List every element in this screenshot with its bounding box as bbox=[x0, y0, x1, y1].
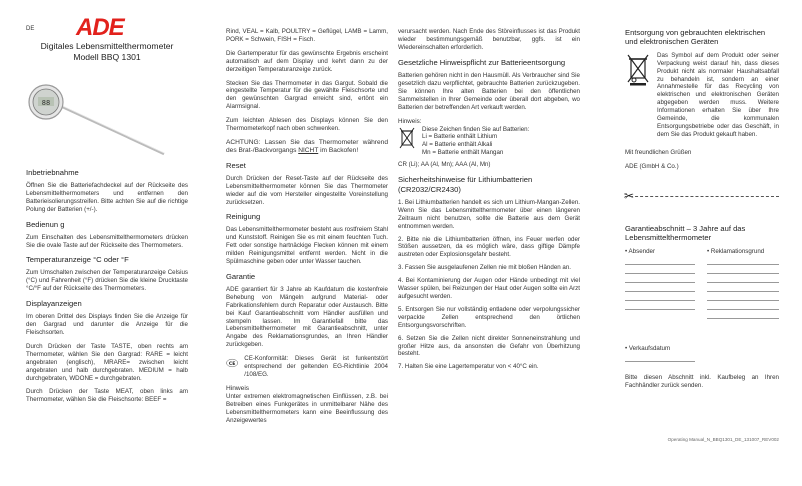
column-1 bbox=[26, 168, 188, 410]
section-heading: Displayanzeigen bbox=[26, 299, 82, 309]
ce-block bbox=[226, 355, 388, 379]
list-item: 4. Bei Kontaminierung der Augen oder Hände unbedingt mit viel Wasser spülen, bei Reizungen der Haut oder Augen sollte ein Arzt aufgesucht werden. bbox=[398, 277, 580, 300]
reason-label: • Reklamationsgrund bbox=[707, 247, 765, 255]
cut-line bbox=[625, 196, 779, 197]
warranty-coupon bbox=[625, 224, 779, 396]
svg-text:88: 88 bbox=[41, 99, 51, 107]
sender-field bbox=[625, 248, 695, 319]
paragraph: Zum leichten Ablesen des Displays können Sie den Thermometerkopf nach oben schwenken. bbox=[226, 117, 388, 133]
battery-symbols bbox=[398, 126, 580, 158]
ade-logo: ADE bbox=[76, 14, 124, 41]
disposal-block bbox=[625, 52, 779, 145]
battery-types: CR (Li); AA (Al, Mn); AAA (Al, Mn) bbox=[398, 161, 491, 169]
coupon-heading: Garantieabschnitt – 3 Jahre auf das Lebensmittelthermometer bbox=[625, 224, 746, 243]
column-4 bbox=[625, 28, 779, 177]
product-title bbox=[26, 41, 188, 63]
achtung-emphasis: NICHT bbox=[298, 146, 319, 154]
paragraph: Unter extremen elektromagnetischen Einflüssen, z.B. bei Betreiben eines Funkgerätes in unmittelbarer Nähe des Lebensmittelthermometers kann eine Beeinflussung des Anzeigewertes bbox=[226, 392, 388, 424]
doc-reference: Operating Manual_N_BBQ1301_DE_131007_REV002 bbox=[667, 437, 779, 442]
paragraph: Durch Drücken der Taste TASTE, oben rechts am Thermometer, wählen Sie den Gargrad: RARE = leicht angebraten (englisch), MRARE= zwischen leicht angebraten und halb durchgebraten. MEDIUM = halb durchgebraten, WDONE = durchgebraten. bbox=[26, 342, 188, 382]
section-heading: Sicherheitshinweise für Lithiumbatterien (CR2032/CR2430) bbox=[398, 175, 533, 194]
paragraph: Das Lebensmittelthermometer besteht aus rostfreiem Stahl und Kunststoff. Reinigen Sie es mit einem feuchten Tuch. Fett oder sonstige hartnäckige Flecken können mit einem milden Reinigungsmittel entfernt werden. Nicht in die Spülmaschine geben oder unter Wasser tauchen. bbox=[226, 226, 388, 266]
paragraph: Öffnen Sie die Batteriefachdeckel auf der Rückseite des Lebensmittelthermometers und entfernen den Batterieisolierungsstreifen. Bitte achten Sie auf die richtige Polung der Batterien (+/-). bbox=[26, 182, 188, 213]
safety-list bbox=[398, 199, 580, 371]
list-item: 2. Bitte nie die Lithiumbatterien öffnen, ins Feuer werfen oder Stößen aussetzen, da es möglich wäre, dass giftige Dämpfe austreten oder Explosionsgefahr besteht. bbox=[398, 235, 580, 259]
thermometer-image bbox=[26, 82, 176, 167]
paragraph: verursacht werden. Nach Ende des Störeinflusses ist das Produkt wieder bestimmungsgemäß benutzbar, ggfs. ist ein Wiedereinschalten erforderlich. bbox=[398, 28, 580, 51]
product-line-2: Modell BBQ 1301 bbox=[73, 52, 141, 62]
reason-field bbox=[707, 248, 779, 319]
list-item: 7. Halten Sie eine Lagertemperatur von < 40°C ein. bbox=[398, 363, 539, 371]
paragraph: Zum Umschalten zwischen der Temperaturanzeige Celsius (°C) und Fahrenheit (°F) drücken Sie die kleine Drucktaste °C/°F auf der Rückseite des Thermometers. bbox=[26, 269, 188, 293]
hinweis-heading: Hinweis bbox=[226, 384, 250, 392]
svg-text:CE: CE bbox=[228, 361, 236, 367]
paragraph: Durch Drücken der Taste MEAT, oben links am Thermometer, wählen Sie die Fleischsorte: BEEF = bbox=[26, 388, 188, 404]
section-heading: Reinigung bbox=[226, 212, 261, 222]
greeting: Mit freundlichen Grüßen bbox=[625, 148, 692, 156]
paragraph: Rind, VEAL = Kalb, POULTRY = Geflügel, LAMB = Lamm, PORK = Schwein, FISH = Fisch. bbox=[226, 28, 388, 43]
al-line: Al = Batterie enthält Alkali bbox=[422, 141, 493, 149]
language-code: DE bbox=[26, 26, 35, 32]
sender-label: • Absender bbox=[625, 247, 656, 255]
section-heading: Garantie bbox=[226, 271, 256, 281]
coupon-fields bbox=[625, 248, 779, 319]
section-heading: Gesetzliche Hinweispflicht zur Batterieentsorgung bbox=[398, 57, 566, 67]
section-heading: Bedienun g bbox=[26, 219, 65, 229]
paragraph: Durch Drücken der Reset-Taste auf der Rückseite des Lebensmittelthermometer können Sie das Thermometer wieder auf die vom Hersteller eingestellte Voreinstellung zurücksetzen. bbox=[226, 174, 388, 206]
list-item: 1. Bei Lithiumbatterien handelt es sich um Lithium-Mangan-Zellen. Wenn Sie das Lebensmittelthermometer über einen längeren Zeitraum nicht benutzen, sollte die Batterie aus dem Gerät entnommen werden. bbox=[398, 198, 580, 230]
mn-line: Mn = Batterie enthält Mangan bbox=[422, 149, 504, 157]
section-heading: Inbetriebnahme bbox=[26, 168, 79, 177]
section-heading: Reset bbox=[226, 160, 246, 170]
column-3 bbox=[398, 28, 580, 376]
weee-bin-icon bbox=[625, 52, 651, 86]
paragraph: Stecken Sie das Thermometer in das Gargut. Sobald die eingestellte Temperatur für die gewählte Fleischsorte und den gewünschten Gargrad erreicht sind, ertönt ein Alarmsignal. bbox=[226, 79, 388, 111]
product-line-1: Digitales Lebensmittelthermometer bbox=[40, 41, 174, 51]
coupon-instruction: Bitte diesen Abschnitt inkl. Kaufbeleg an Ihren Fachhändler zurück senden. bbox=[625, 373, 779, 389]
scissors-icon: ✂ bbox=[624, 189, 635, 203]
section-heading: Entsorgung von gebrauchten elektrischen und elektronischen Geräten bbox=[625, 28, 766, 47]
paragraph: Die Gartemperatur für das gewünschte Ergebnis erscheint automatisch auf dem Display und kehrt dann zu der derzeitigen Temperaturanzeige zurück. bbox=[226, 49, 388, 73]
sale-date-label: • Verkaufsdatum bbox=[625, 344, 671, 352]
paragraph: Das Symbol auf dem Produkt oder seiner Verpackung weist darauf hin, dass dieses Produkt nicht als normaler Haushaltsabfall zu behandeln ist, sondern an einer Annahmestelle für das Recycling von elektrischen und elektronischen Geräten abgegeben werden muss. Weitere Informationen erhalten Sie über Ihre Gemeinde, die kommunalen Entsorgungsbetriebe oder das Geschäft, in dem Sie das Produkt gekauft haben. bbox=[657, 51, 779, 138]
ce-mark-icon bbox=[226, 355, 238, 371]
paragraph: Im oberen Drittel des Displays finden Sie die Anzeige für den Gargrad und darunter die Anzeige für die Fleischsorten. bbox=[26, 313, 188, 336]
list-item: 6. Setzen Sie die Zellen nicht direkter Sonneneinstrahlung und großer Hitze aus, da ansonsten die Gefahr von Überhitzung besteht. bbox=[398, 334, 580, 358]
paragraph: ADE garantiert für 3 Jahre ab Kaufdatum die kostenfreie Behebung von Mängeln aufgrund Material- oder Fabrikationsfehlern durch Reparatur oder Austausch. Bitte bei Kauf Garantieabschnitt vom Händler ausfüllen und stempeln lassen. Im Garantiefall bitte das Lebensmittelthermometer mit Garantieabschnitt, unter Angabe des Reklamationsgrundes, an Ihren Händler zurückgeben. bbox=[226, 285, 388, 349]
section-heading: Temperaturanzeige °C oder °F bbox=[26, 255, 129, 265]
list-item: 5. Entsorgen Sie nur vollständig entladene oder verpolungssicher verpackte Zellen entsprechend den örtlichen Entsorgungsvorschriften. bbox=[398, 305, 580, 329]
crossed-bin-icon bbox=[398, 126, 416, 150]
bin-caption: Diese Zeichen finden Sie auf Batterien: bbox=[422, 125, 530, 133]
ce-text: CE-Konformität: Dieses Gerät ist funkentstört entsprechend der geltenden EG-Richtlinie 2004 /108/EG. bbox=[244, 355, 388, 378]
hinweis-label: Hinweis: bbox=[398, 117, 422, 125]
paragraph: Batterien gehören nicht in den Hausmüll. Als Verbraucher sind Sie gesetzlich dazu verpflichtet, gebrauchte Batterien zurückzugeben. Sie können Ihre alten Batterien bei den öffentlichen Sammelstellen in Ihrer Gemeinde oder überall dort abgeben, wo Batterien der betreffenden Art verkauft werden. bbox=[398, 72, 580, 111]
company: ADE (GmbH & Co.) bbox=[625, 162, 679, 170]
li-line: Li = Batterie enthält Lithium bbox=[422, 133, 498, 141]
column-2 bbox=[226, 28, 388, 431]
achtung-warning: ACHTUNG: Lassen Sie das Thermometer während des Brat-/Backvorgangs NICHT im Backofen! bbox=[226, 138, 388, 154]
paragraph: Zum Einschalten des Lebensmittelthermometers drücken Sie die ovale Taste auf der Rückseite des Thermometers. bbox=[26, 233, 188, 249]
list-item: 3. Fassen Sie ausgelaufenen Zellen nie mit bloßen Händen an. bbox=[398, 264, 572, 272]
